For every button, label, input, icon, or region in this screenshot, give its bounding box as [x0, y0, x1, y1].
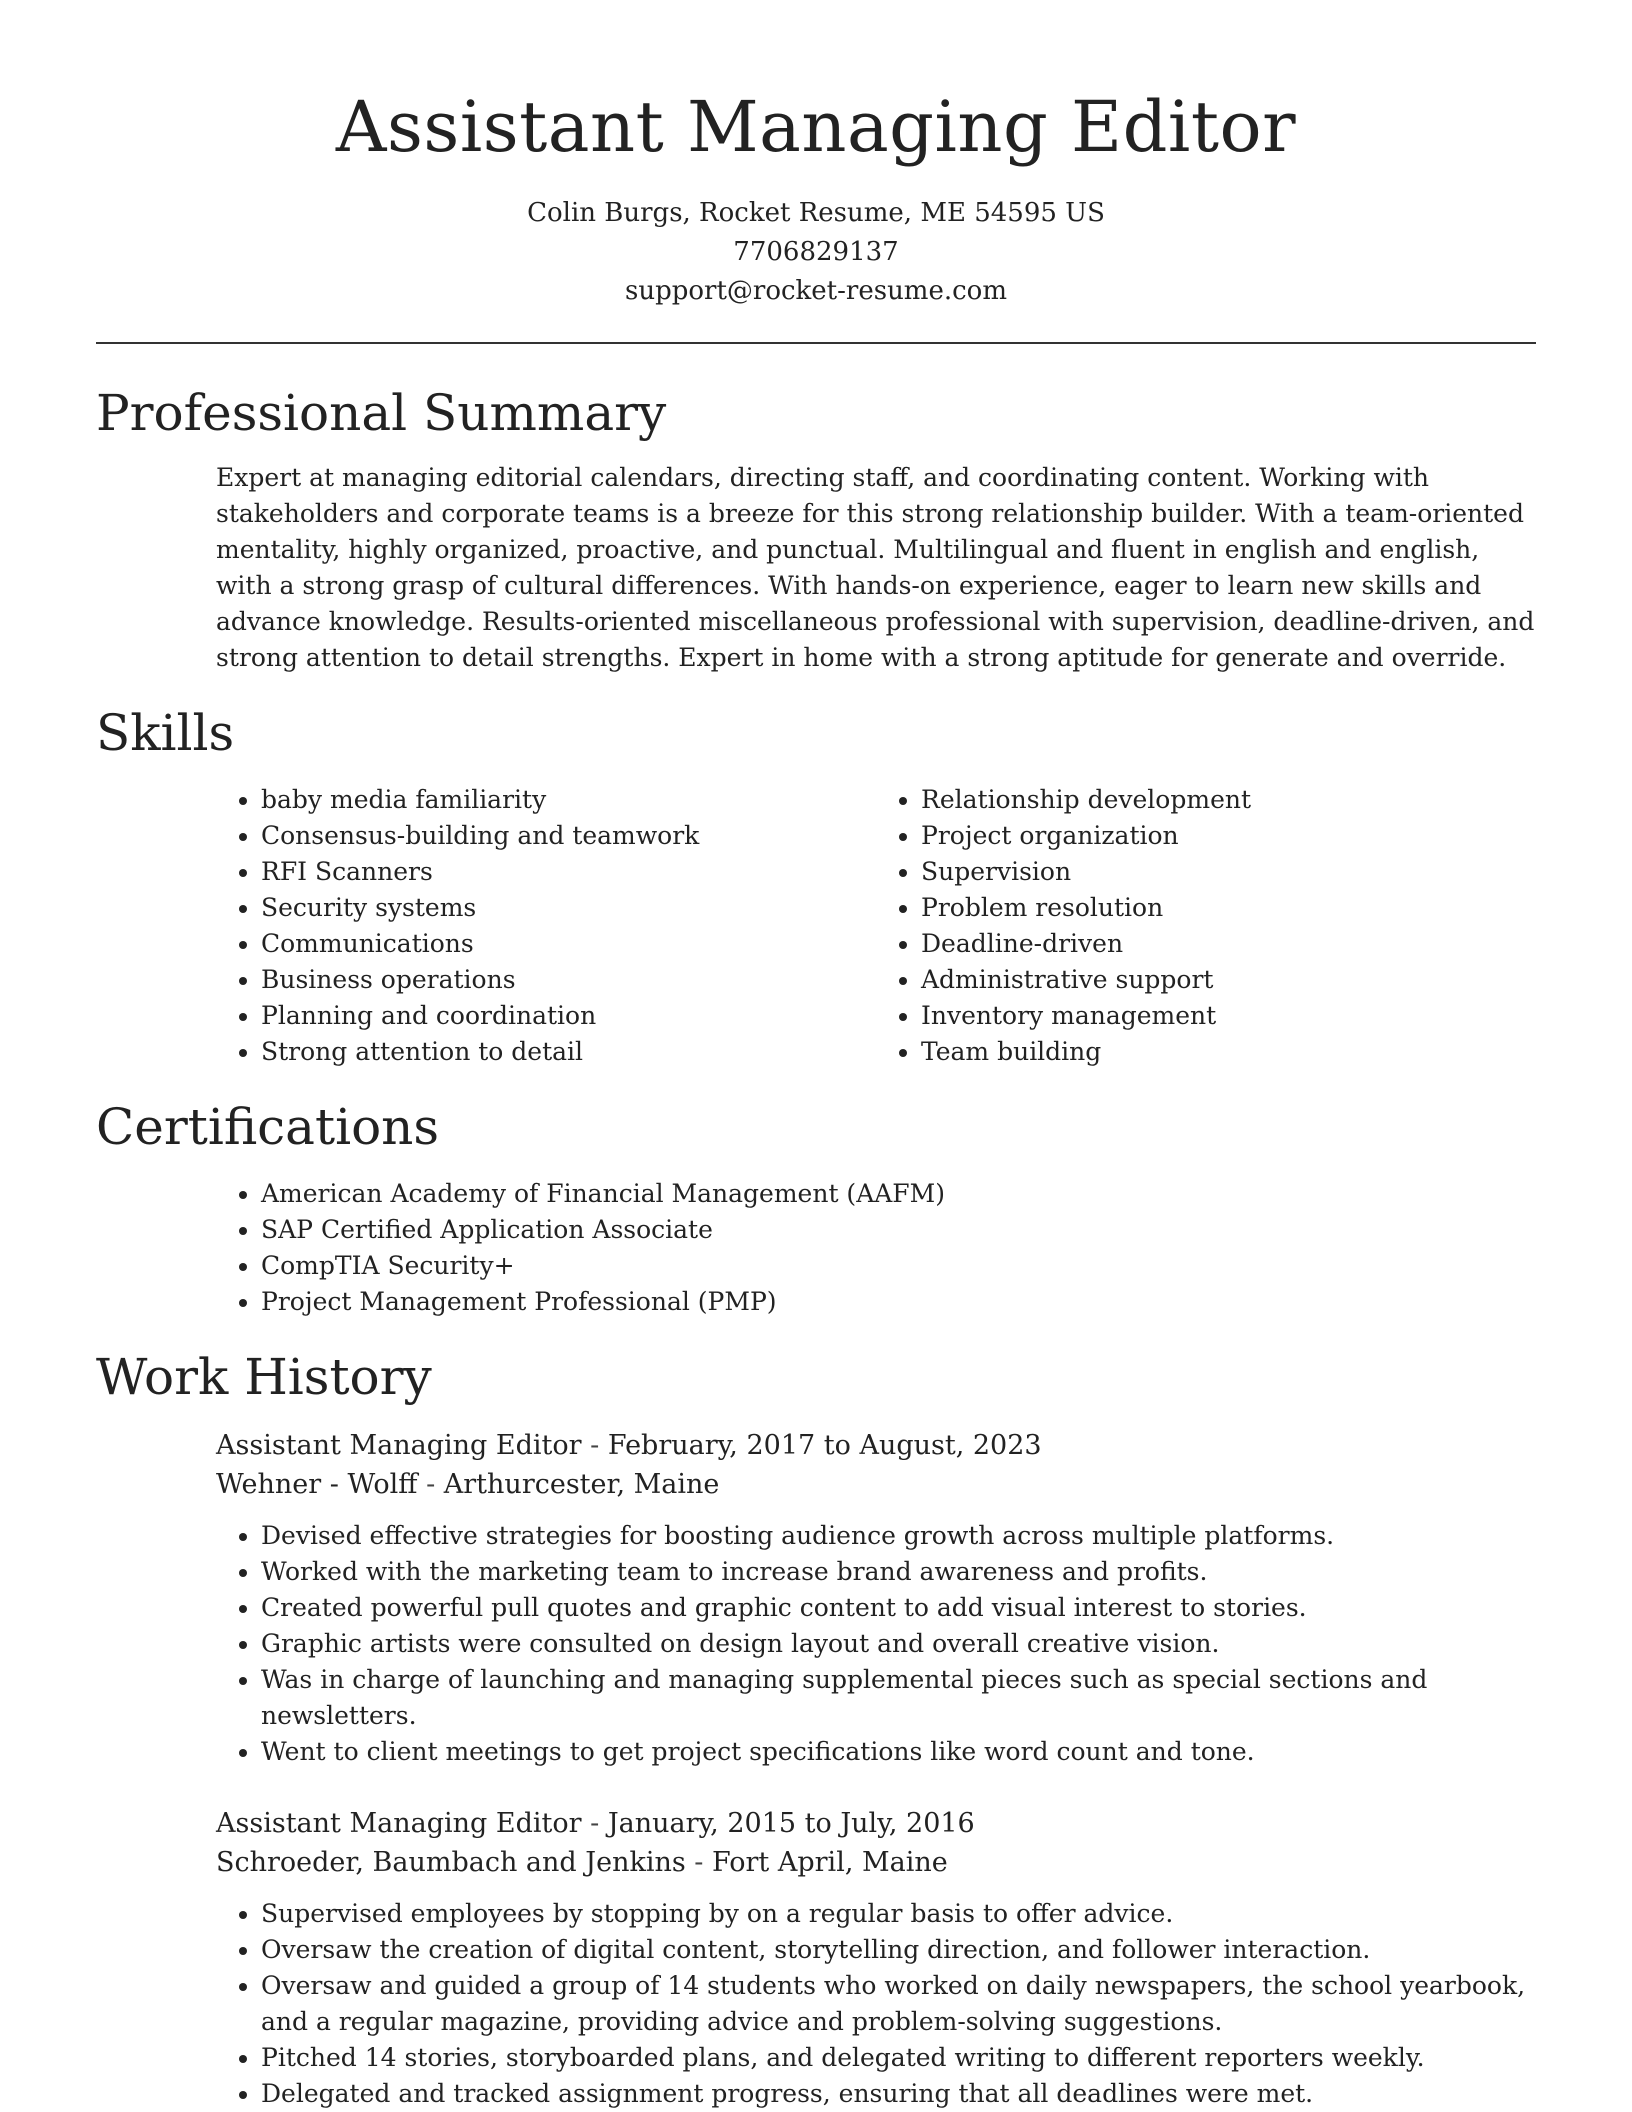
skill-item: • Inventory management: [921, 998, 1536, 1034]
job-bullet: • Devised effective strategies for boosting audience growth across multiple platforms.: [261, 1518, 1536, 1554]
skill-item: • Planning and coordination: [261, 998, 876, 1034]
skill-item: • Communications: [261, 926, 876, 962]
certifications-heading: Certifications: [96, 1098, 440, 1156]
contact-address: Colin Burgs, Rocket Resume, ME 54595 US: [527, 198, 1105, 228]
skill-item: • Strong attention to detail: [261, 1034, 876, 1070]
certifications-section: [96, 1092, 1536, 1320]
job-title-line: Assistant Managing Editor - February, 2017 to August, 2023: [216, 1430, 1042, 1461]
resume-body: [96, 378, 1536, 2112]
job-entry: [216, 1426, 1536, 1770]
certification-item: • American Academy of Financial Management (AAFM): [261, 1176, 1536, 1212]
job-bullets: [216, 1896, 1536, 2112]
job-bullet: • Graphic artists were consulted on design layout and overall creative vision.: [261, 1626, 1536, 1662]
skill-item: • Relationship development: [921, 782, 1536, 818]
job-bullets: [216, 1518, 1536, 1770]
job-role: Assistant Managing Editor: [216, 1430, 582, 1461]
contact-email: support@rocket-resume.com: [624, 276, 1007, 306]
resume-header: [0, 0, 1632, 311]
job-bullet: • Worked with the marketing team to increase brand awareness and profits.: [261, 1554, 1536, 1590]
job-entry: [216, 1804, 1536, 2112]
certification-item: • CompTIA Security+: [261, 1248, 1536, 1284]
job-bullet: • Was in charge of launching and managing supplemental pieces such as special sections and newsletters.: [261, 1662, 1536, 1734]
skill-item: • Project organization: [921, 818, 1536, 854]
job-location: Arthurcester, Maine: [443, 1469, 720, 1500]
skill-item: • RFI Scanners: [261, 854, 876, 890]
work-history-section: [96, 1342, 1536, 2112]
skills-section: [96, 698, 1536, 1070]
certifications-list: [216, 1176, 1536, 1320]
contact-phone: 7706829137: [733, 237, 899, 267]
skill-item: • Supervision: [921, 854, 1536, 890]
skill-item: • Team building: [921, 1034, 1536, 1070]
job-company: Wehner - Wolff: [216, 1469, 418, 1500]
certification-item: • Project Management Professional (PMP): [261, 1284, 1536, 1320]
summary-heading: Professional Summary: [96, 384, 667, 442]
header-divider: [96, 342, 1536, 344]
job-company-line: Wehner - Wolff - Arthurcester, Maine: [216, 1469, 720, 1500]
skills-list-right: [876, 782, 1536, 1070]
job-title-line: Assistant Managing Editor - January, 2015 to July, 2016: [216, 1808, 975, 1839]
work-history-heading: Work History: [96, 1348, 432, 1406]
job-bullet: • Delegated and tracked assignment progress, ensuring that all deadlines were met.: [261, 2076, 1536, 2112]
job-dates: January, 2015 to July, 2016: [607, 1808, 975, 1839]
summary-section: [96, 378, 1536, 676]
skill-item: • Security systems: [261, 890, 876, 926]
skill-item: • Administrative support: [921, 962, 1536, 998]
summary-text: Expert at managing editorial calendars, directing staff, and coordinating content. Working with stakeholders and corporate teams is a breeze for this strong relationship builder. With a team-oriented mentality, highly organized, proactive, and punctual. Multilingual and fluent in english and english, with a strong grasp of cultural differences. With hands-on experience, eager to learn new skills and advance knowledge. Results-oriented miscellaneous professional with supervision, deadline-driven, and strong attention to detail strengths. Expert in home with a strong aptitude for generate and override.: [216, 463, 1535, 672]
skill-item: • Problem resolution: [921, 890, 1536, 926]
resume-title: Assistant Managing Editor: [335, 86, 1297, 168]
skill-item: • baby media familiarity: [261, 782, 876, 818]
skill-item: • Consensus-building and teamwork: [261, 818, 876, 854]
job-bullet: • Pitched 14 stories, storyboarded plans, and delegated writing to different reporters weekly.: [261, 2040, 1536, 2076]
job-bullet: • Oversaw the creation of digital content, storytelling direction, and follower interaction.: [261, 1932, 1536, 1968]
job-company: Schroeder, Baumbach and Jenkins: [216, 1847, 686, 1878]
job-bullet: • Went to client meetings to get project specifications like word count and tone.: [261, 1734, 1536, 1770]
job-bullet: • Created powerful pull quotes and graphic content to add visual interest to stories.: [261, 1590, 1536, 1626]
job-role: Assistant Managing Editor: [216, 1808, 582, 1839]
certification-item: • SAP Certified Application Associate: [261, 1212, 1536, 1248]
contact-block: [0, 194, 1632, 311]
job-bullet: • Supervised employees by stopping by on a regular basis to offer advice.: [261, 1896, 1536, 1932]
skill-item: • Business operations: [261, 962, 876, 998]
skill-item: • Deadline-driven: [921, 926, 1536, 962]
skills-columns: [216, 782, 1536, 1070]
job-company-line: Schroeder, Baumbach and Jenkins - Fort April, Maine: [216, 1847, 948, 1878]
job-location: Fort April, Maine: [712, 1847, 948, 1878]
job-bullet: • Oversaw and guided a group of 14 students who worked on daily newspapers, the school yearbook, and a regular magazine, providing advice and problem-solving suggestions.: [261, 1968, 1536, 2040]
skills-list-left: [216, 782, 876, 1070]
skills-heading: Skills: [96, 704, 235, 762]
job-dates: February, 2017 to August, 2023: [607, 1430, 1042, 1461]
